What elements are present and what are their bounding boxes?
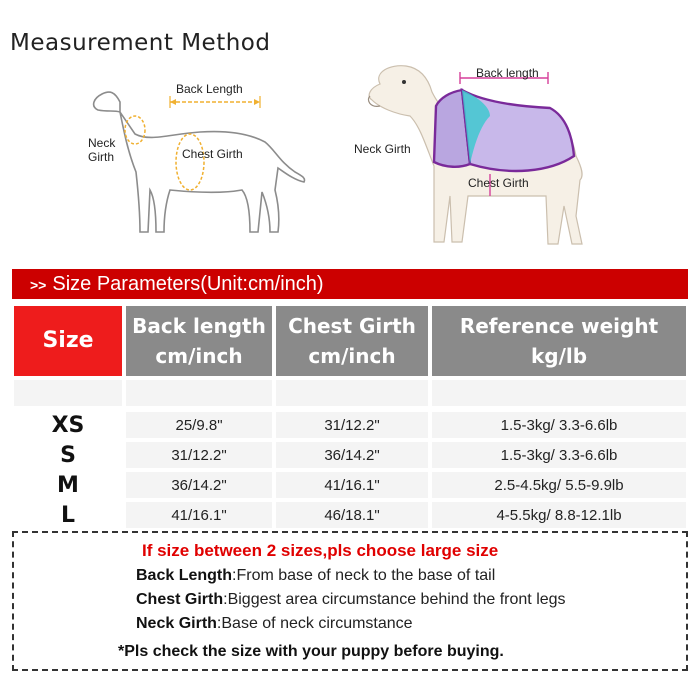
chest-girth-cell: 41/16.1" xyxy=(276,472,428,498)
note-back-desc: :From base of neck to the base of tail xyxy=(232,567,496,584)
reference-weight-header-line1: Reference weight xyxy=(459,314,659,338)
chest-girth-label-right: Chest Girth xyxy=(468,176,529,190)
back-length-cell: 31/12.2" xyxy=(126,442,272,468)
size-warning: If size between 2 sizes,pls choose large size xyxy=(142,541,499,560)
size-header-label: Size xyxy=(42,328,94,353)
reference-weight-header xyxy=(432,306,686,376)
back-length-cell: 25/9.8" xyxy=(126,412,272,438)
note-chest-desc: :Biggest area circumstance behind the front legs xyxy=(223,591,566,608)
chest-girth-header-line1: Chest Girth xyxy=(288,314,416,338)
note-back-length xyxy=(136,567,495,585)
chest-girth-label: Chest Girth xyxy=(182,147,243,161)
size-header xyxy=(14,306,122,376)
weight-cell: 1.5-3kg/ 3.3-6.6lb xyxy=(432,412,686,438)
spacer-cell xyxy=(276,380,428,406)
weight-cell: 1.5-3kg/ 3.3-6.6lb xyxy=(432,442,686,468)
table-row xyxy=(14,472,686,498)
note-neck-girth xyxy=(136,615,413,633)
dog-outline-illustration xyxy=(80,72,320,252)
note-neck-desc: :Base of neck circumstance xyxy=(216,615,413,632)
neck-girth-label-right: Neck Girth xyxy=(354,142,411,156)
back-length-cell: 36/14.2" xyxy=(126,472,272,498)
note-chest-term: Chest Girth xyxy=(136,591,224,608)
table-row xyxy=(14,502,686,528)
weight-cell: 4-5.5kg/ 8.8-12.1lb xyxy=(432,502,686,528)
back-length-label-right: Back length xyxy=(476,66,539,80)
dog-with-coat-illustration xyxy=(350,56,620,256)
size-cell: M xyxy=(57,472,79,498)
size-parameters-banner xyxy=(12,269,688,299)
size-cell: XS xyxy=(51,412,85,438)
note-check-size: *Pls check the size with your puppy before buying. xyxy=(118,643,504,660)
back-length-header-line2: cm/inch xyxy=(155,344,243,368)
back-length-label: Back Length xyxy=(176,82,243,96)
spacer-cell xyxy=(432,380,686,406)
chest-girth-header-line2: cm/inch xyxy=(308,344,396,368)
double-arrow-icon: >> xyxy=(30,277,47,293)
banner-title: Size Parameters(Unit:cm/inch) xyxy=(52,273,324,295)
chest-girth-header xyxy=(276,306,428,376)
table-row xyxy=(14,412,686,438)
chest-girth-cell: 31/12.2" xyxy=(276,412,428,438)
size-cell: L xyxy=(60,502,76,528)
weight-cell: 2.5-4.5kg/ 5.5-9.9lb xyxy=(432,472,686,498)
note-neck-term: Neck Girth xyxy=(136,615,217,632)
note-chest-girth xyxy=(136,591,566,609)
back-length-cell: 41/16.1" xyxy=(126,502,272,528)
chest-girth-cell: 36/14.2" xyxy=(276,442,428,468)
neck-label-line1: Neck xyxy=(88,136,116,150)
neck-label-line2: Girth xyxy=(88,150,115,164)
size-cell: S xyxy=(60,442,76,468)
note-back-term: Back Length xyxy=(136,567,233,584)
reference-weight-header-line2: kg/lb xyxy=(530,344,588,368)
chest-girth-cell: 46/18.1" xyxy=(276,502,428,528)
banner-text xyxy=(30,273,324,296)
page-title: Measurement Method xyxy=(10,30,271,56)
dog-coat-diagram xyxy=(350,56,620,256)
back-length-header-line1: Back length xyxy=(132,314,266,338)
dog-outline-diagram xyxy=(80,72,320,252)
notes-box xyxy=(12,531,688,671)
spacer-cell xyxy=(126,380,272,406)
table-row xyxy=(14,442,686,468)
spacer-cell xyxy=(14,380,122,406)
back-length-header xyxy=(126,306,272,376)
